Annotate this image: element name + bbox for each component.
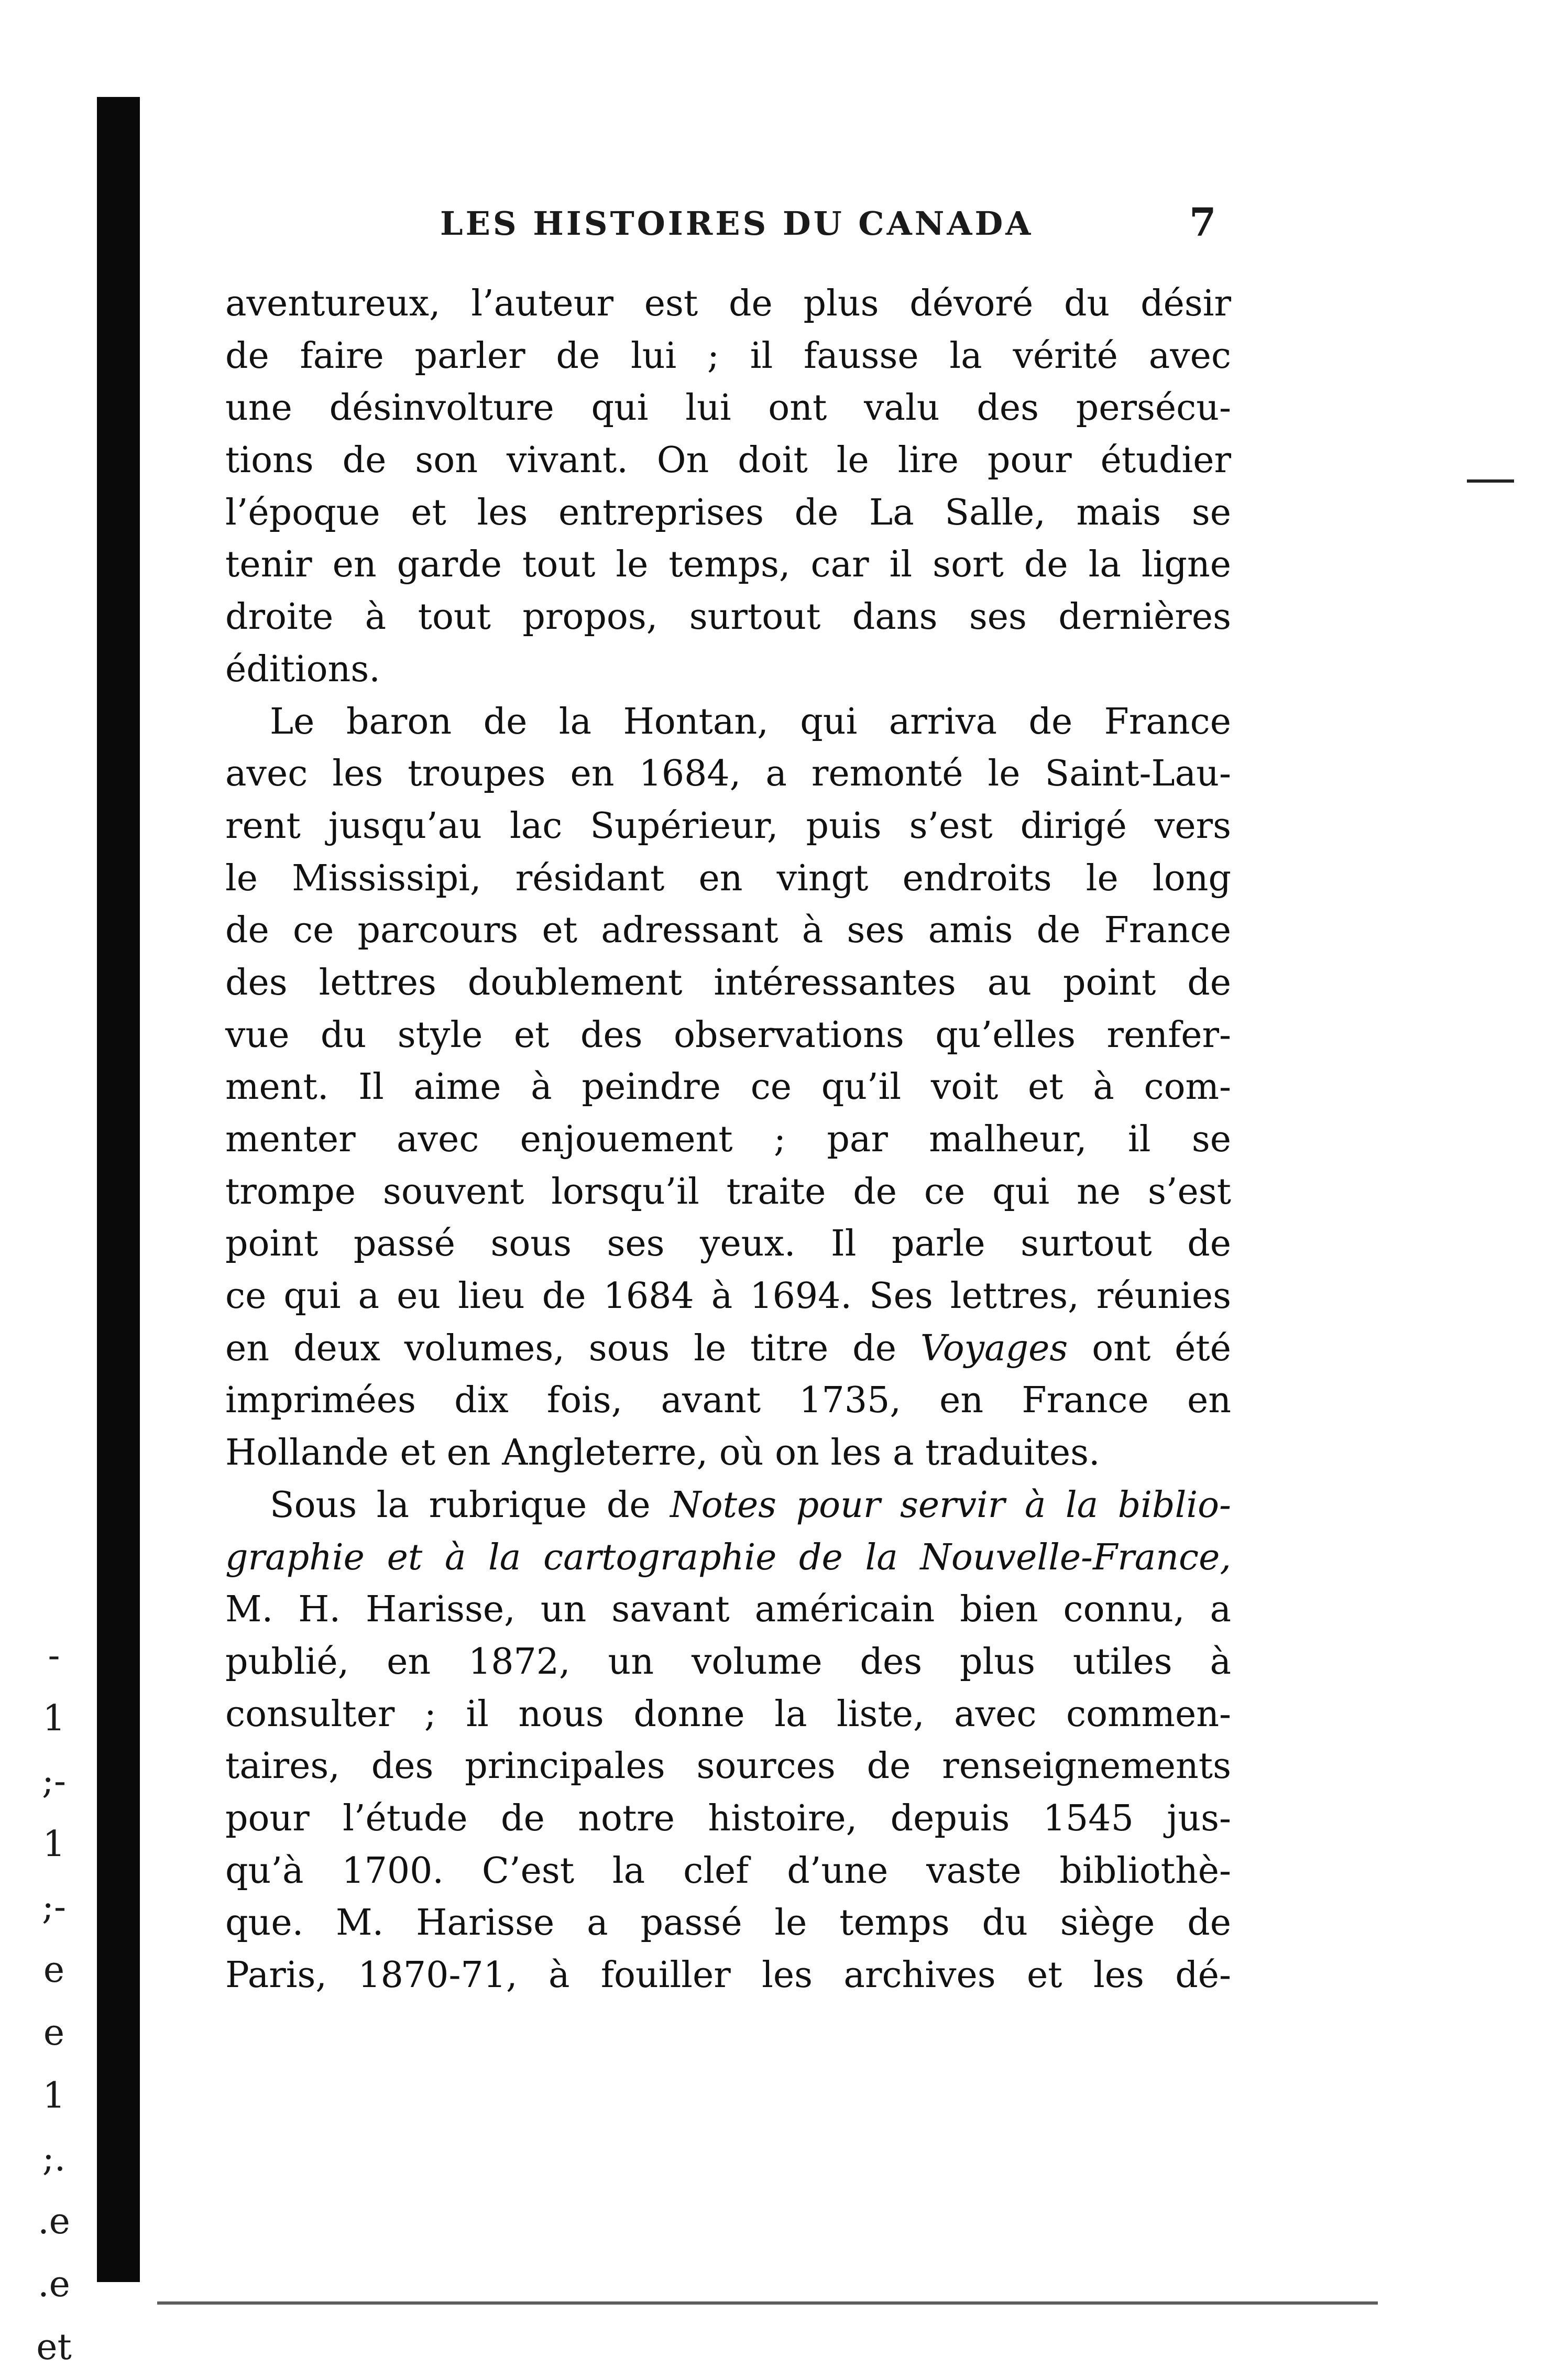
- text-line: pour l’étude de notre histoire, depuis 1545 jus-: [225, 1797, 1231, 1839]
- text-line: Hollande et en Angleterre, où on les a traduites.: [225, 1432, 1100, 1474]
- margin-mark: e: [43, 2012, 65, 2054]
- margin-mark: .e: [38, 2264, 70, 2305]
- margin-mark: .e: [38, 2201, 70, 2242]
- margin-mark: 1: [42, 2075, 65, 2116]
- text-line: point passé sous ses yeux. Il parle surtout de: [225, 1223, 1231, 1265]
- text-fragment: Sous la rubrique de: [270, 1484, 651, 1526]
- text-line: avec les troupes en 1684, a remonté le Saint-Lau-: [225, 753, 1231, 795]
- text-line: tions de son vivant. On doit le lire pour étudier: [225, 440, 1231, 482]
- text-line: graphie et à la cartographie de la Nouvelle-France,: [225, 1536, 1231, 1578]
- text-line: [225, 1323, 1231, 1375]
- text-line: Le baron de la Hontan, qui arriva de France: [270, 701, 1231, 743]
- text-line: taires, des principales sources de renseignements: [225, 1745, 1231, 1787]
- margin-mark: ;-: [42, 1886, 66, 1928]
- margin-mark: ;.: [42, 2138, 66, 2179]
- text-line: [225, 1479, 1231, 1532]
- text-line: que. M. Harisse a passé le temps du siège de: [225, 1902, 1231, 1944]
- page-body: [225, 278, 1231, 2002]
- margin-mark: e: [43, 1949, 65, 1991]
- text-line: publié, en 1872, un volume des plus utiles à: [225, 1641, 1231, 1683]
- text-line: des lettres doublement intéressantes au point de: [225, 962, 1231, 1003]
- bottom-edge-rule: [157, 2301, 1378, 2305]
- text-line: menter avec enjouement ; par malheur, il se: [225, 1119, 1231, 1160]
- text-line: vue du style et des observations qu’elles renfer-: [225, 1014, 1231, 1056]
- paragraph-2: [225, 696, 1231, 1479]
- text-line: consulter ; il nous donne la liste, avec commen-: [225, 1693, 1231, 1735]
- margin-rule-mark: [1467, 479, 1514, 483]
- text-fragment: en deux volumes, sous le titre de: [225, 1327, 896, 1369]
- text-line: tenir en garde tout le temps, car il sort de la ligne: [225, 544, 1231, 586]
- margin-mark: 1: [42, 1824, 65, 1865]
- binding-edge-bar: [97, 97, 140, 2282]
- text-line: de faire parler de lui ; il fausse la vérité avec: [225, 335, 1231, 377]
- page-number: 7: [1189, 200, 1216, 245]
- margin-mark: et: [36, 2327, 72, 2368]
- text-line: éditions.: [225, 648, 380, 690]
- text-line: droite à tout propos, surtout dans ses dernières: [225, 596, 1231, 638]
- left-margin-bleed-through: [30, 1624, 78, 2379]
- text-fragment: ont été: [1092, 1327, 1231, 1369]
- text-line: de ce parcours et adressant à ses amis de France: [225, 910, 1231, 952]
- paragraph-3: [225, 1479, 1231, 2002]
- book-title-notes: Notes pour servir à la biblio-: [670, 1484, 1231, 1526]
- running-header: LES HISTOIRES DU CANADA: [440, 204, 1034, 243]
- margin-mark: -: [48, 1635, 60, 1676]
- margin-mark: 1: [42, 1698, 65, 1739]
- paragraph-1: [225, 278, 1231, 696]
- margin-mark: ;-: [42, 1761, 66, 1802]
- text-line: aventureux, l’auteur est de plus dévoré du désir: [225, 283, 1231, 324]
- text-line: ce qui a eu lieu de 1684 à 1694. Ses lettres, réunies: [225, 1275, 1231, 1317]
- book-title-voyages: Voyages: [920, 1327, 1068, 1369]
- text-line: rent jusqu’au lac Supérieur, puis s’est dirigé vers: [225, 805, 1231, 847]
- text-line: qu’à 1700. C’est la clef d’une vaste bibliothè-: [225, 1850, 1231, 1892]
- text-line: Paris, 1870-71, à fouiller les archives et les dé-: [225, 1955, 1231, 1996]
- text-line: M. H. Harisse, un savant américain bien connu, a: [225, 1589, 1231, 1631]
- text-line: l’époque et les entreprises de La Salle, mais se: [225, 492, 1231, 533]
- text-line: le Mississipi, résidant en vingt endroits le long: [225, 857, 1231, 899]
- text-line: trompe souvent lorsqu’il traite de ce qui ne s’est: [225, 1171, 1231, 1213]
- text-line: imprimées dix fois, avant 1735, en France en: [225, 1380, 1231, 1422]
- text-line: ment. Il aime à peindre ce qu’il voit et à com-: [225, 1066, 1231, 1108]
- text-line: une désinvolture qui lui ont valu des persécu-: [225, 387, 1231, 429]
